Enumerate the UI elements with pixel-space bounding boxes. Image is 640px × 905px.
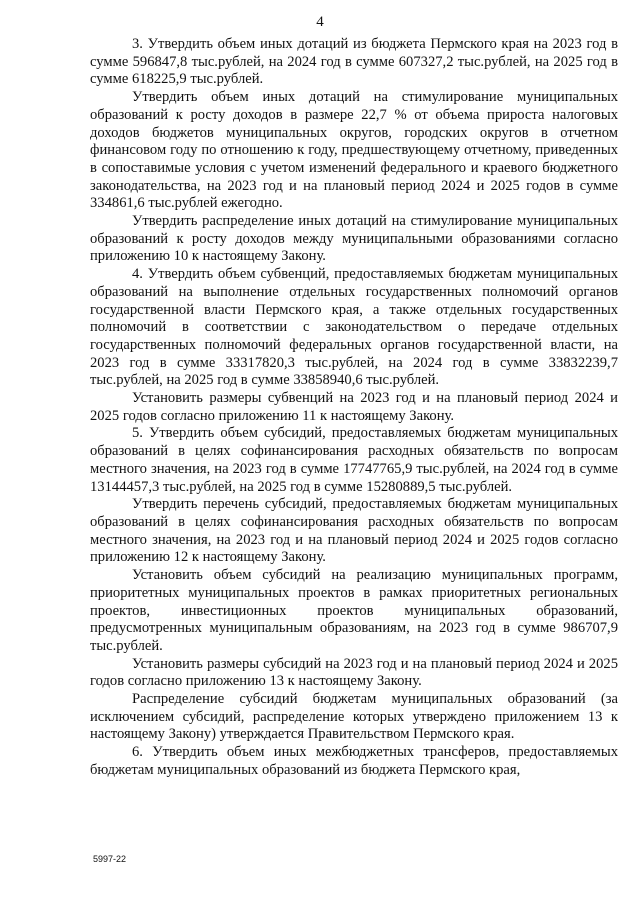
paragraph-subventions-appendix-11: Установить размеры субвенций на 2023 год и на плановый период 2024 и 2025 годов согласно приложению 11 к настоящему Закону. <box>90 390 618 424</box>
paragraph-subsidies-list-appendix-12: Утвердить перечень субсидий, предоставляемых бюджетам муниципальных образований в целях софинансирования расходных обязательств по вопросам местного значения, на 2023 год и на плановый период 2024 и 2025 годов согласно приложению 12 к настоящему Закону. <box>90 496 618 566</box>
paragraph-subsidies-distribution: Распределение субсидий бюджетам муниципальных образований (за исключением субсидий, распределение которых утверждено приложением 13 к настоящему Закону) утверждается Правительством Пермского края. <box>90 691 618 743</box>
paragraph-municipal-programs-subsidies: Установить объем субсидий на реализацию муниципальных программ, приоритетных муниципальных проектов в рамках приоритетных региональных проектов, инвестиционных проектов муниципальных образований, предусмотренных муниципальным образованиям, на 2023 год в сумме 986707,9 тыс.рублей. <box>90 567 618 654</box>
paragraph-3-other-grants: 3. Утвердить объем иных дотаций из бюджета Пермского края на 2023 год в сумме 596847,8 тыс.рублей, на 2024 год в сумме 607327,2 тыс.рублей, на 2025 год в сумме 618225,9 тыс.рублей. <box>90 36 618 88</box>
paragraph-incentive-grants-amount: Утвердить объем иных дотаций на стимулирование муниципальных образований к росту доходов в размере 22,7 % от объема прироста налоговых доходов бюджетов муниципальных округов, городских округов в отчетном финансовом году по отношению к году, предшествующему отчетному, приведенных в сопоставимые условия с учетом изменений федерального и краевого бюджетного законодательства, на 2023 год и на плановый период 2024 и 2025 годов в сумме 334861,6 тыс.рублей ежегодно. <box>90 89 618 212</box>
paragraph-incentive-grants-distribution: Утвердить распределение иных дотаций на стимулирование муниципальных образований к росту доходов между муниципальными образованиями согласно приложению 10 к настоящему Закону. <box>90 213 618 265</box>
page-number: 4 <box>316 14 324 30</box>
document-body <box>90 36 618 780</box>
paragraph-5-subsidies: 5. Утвердить объем субсидий, предоставляемых бюджетам муниципальных образований в целях софинансирования расходных обязательств по вопросам местного значения, на 2023 год в сумме 17747765,9 тыс.рублей, на 2024 год в сумме 13144457,3 тыс.рублей, на 2025 год в сумме 15280889,5 тыс.рублей. <box>90 425 618 495</box>
document-code: 5997-22 <box>93 854 127 864</box>
paragraph-6-interbudget-transfers: 6. Утвердить объем иных межбюджетных трансферов, предоставляемых бюджетам муниципальных образований из бюджета Пермского края, <box>90 744 618 778</box>
paragraph-subsidies-appendix-13: Установить размеры субсидий на 2023 год и на плановый период 2024 и 2025 годов согласно приложению 13 к настоящему Закону. <box>90 655 618 690</box>
paragraph-4-subventions: 4. Утвердить объем субвенций, предоставляемых бюджетам муниципальных образований на выполнение отдельных государственных полномочий органов государственной власти Пермского края, а также отдельных государственных полномочий в соответствии с законодательством о передаче отдельных государственных полномочий федеральных органов государственной власти, на 2023 год в сумме 33317820,3 тыс.рублей, на 2024 год в сумме 33832239,7 тыс.рублей, на 2025 год в сумме 33858940,6 тыс.рублей. <box>90 266 618 389</box>
